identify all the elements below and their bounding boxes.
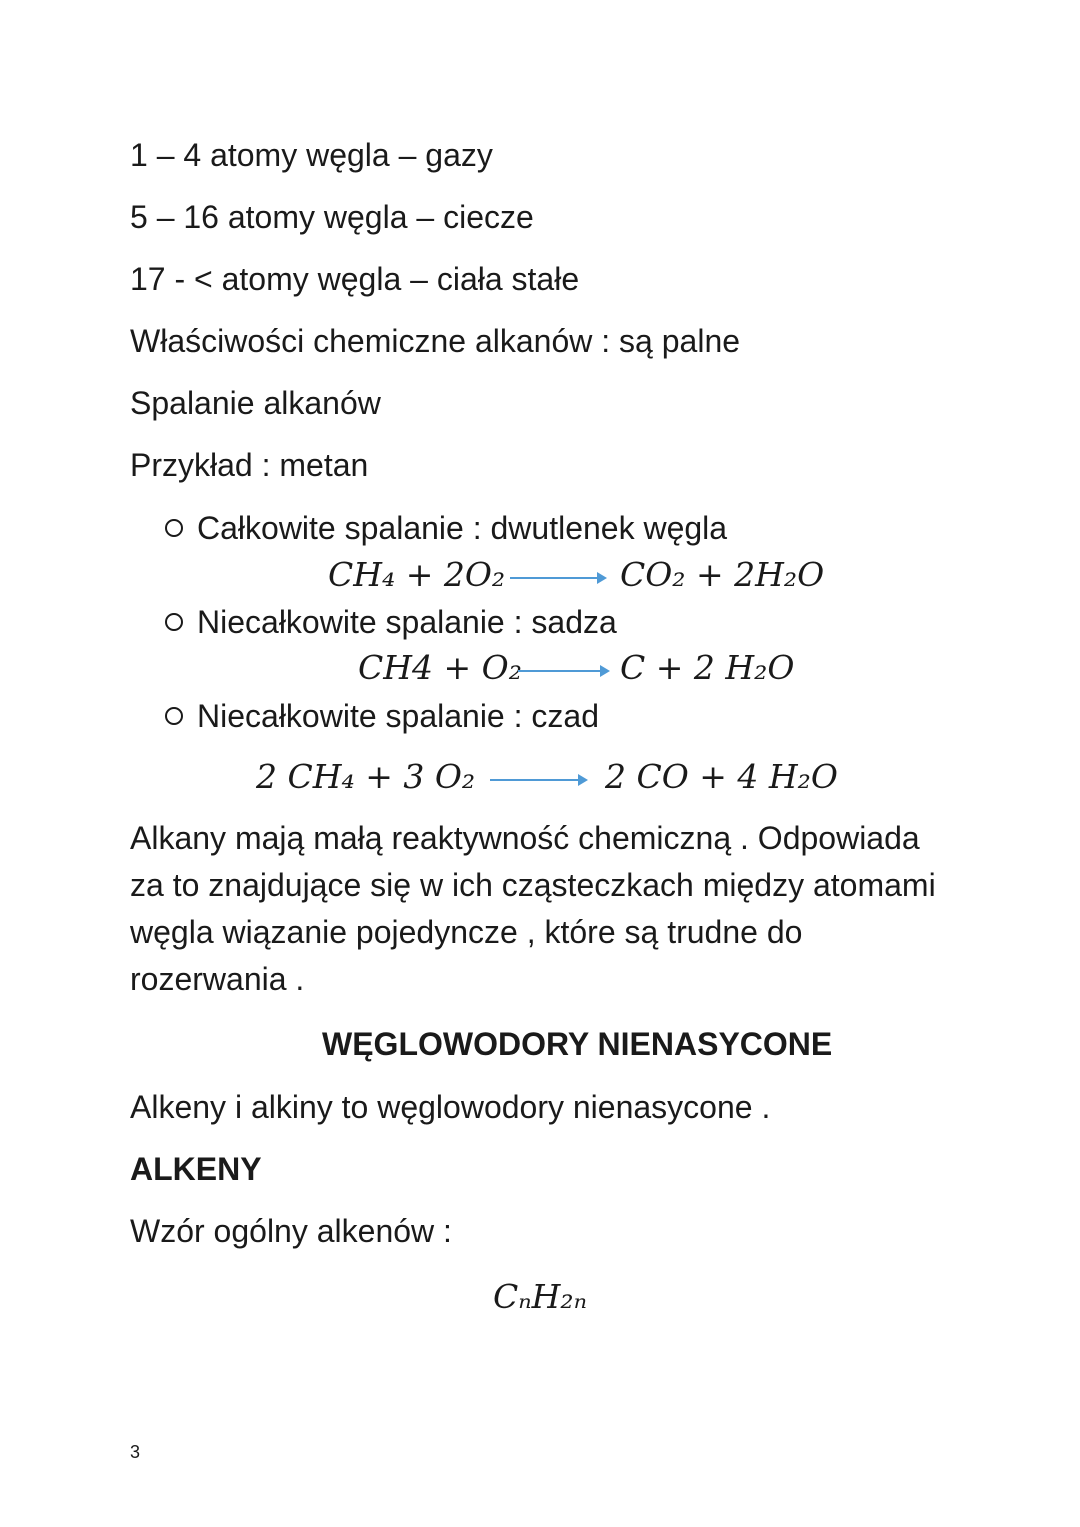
bullet-text: Całkowite spalanie : dwutlenek węgla	[197, 510, 728, 546]
bullet-text: Niecałkowite spalanie : sadza	[197, 604, 617, 640]
bullet-circle-icon	[165, 707, 183, 725]
example-line: Przykład : metan	[130, 447, 369, 483]
equation-soot-right: C + 2 H₂O	[620, 648, 795, 687]
reactivity-paragraph: Alkany mają małą reaktywność chemiczną . Odpowiada za to znajdujące się w ich cząsteczkach między atomami węgla wiązanie pojedyncze , które są trudne do rozerwania .	[130, 820, 936, 997]
combustion-heading: Spalanie alkanów	[130, 385, 381, 421]
reaction-arrow-icon	[518, 670, 608, 672]
equation-monoxide-right: 2 CO + 4 H₂O	[605, 757, 838, 796]
reaction-arrow-icon	[510, 577, 605, 579]
bullet-circle-icon	[165, 613, 183, 631]
bullet-text: Niecałkowite spalanie : czad	[197, 698, 599, 734]
section-intro: Alkeny i alkiny to węglowodory nienasycone .	[130, 1089, 771, 1125]
page-number: 3	[130, 1442, 141, 1462]
section-title: WĘGLOWODORY NIENASYCONE	[322, 1026, 833, 1062]
bullet-complete-combustion	[165, 508, 727, 548]
general-formula-label: Wzór ogólny alkenów :	[130, 1213, 452, 1249]
equation-monoxide-left: 2 CH₄ + 3 O₂	[256, 757, 476, 796]
chemical-properties: Właściwości chemiczne alkanów : są palne	[130, 323, 741, 359]
equation-complete-right: CO₂ + 2H₂O	[620, 555, 825, 594]
bullet-incomplete-monoxide	[165, 696, 599, 736]
reaction-arrow-icon	[490, 779, 586, 781]
alkenes-heading: ALKENY	[130, 1151, 262, 1187]
bullet-circle-icon	[165, 519, 183, 537]
equation-soot-left: CH4 + O₂	[358, 648, 522, 687]
equation-complete-left: CH₄ + 2O₂	[328, 555, 506, 594]
state-line-liquids: 5 – 16 atomy węgla – ciecze	[130, 199, 534, 235]
state-line-solids: 17 - < atomy węgla – ciała stałe	[130, 261, 580, 297]
state-line-gases: 1 – 4 atomy węgla – gazy	[130, 137, 493, 173]
general-formula: CₙH₂ₙ	[493, 1277, 588, 1316]
bullet-incomplete-soot	[165, 602, 617, 642]
